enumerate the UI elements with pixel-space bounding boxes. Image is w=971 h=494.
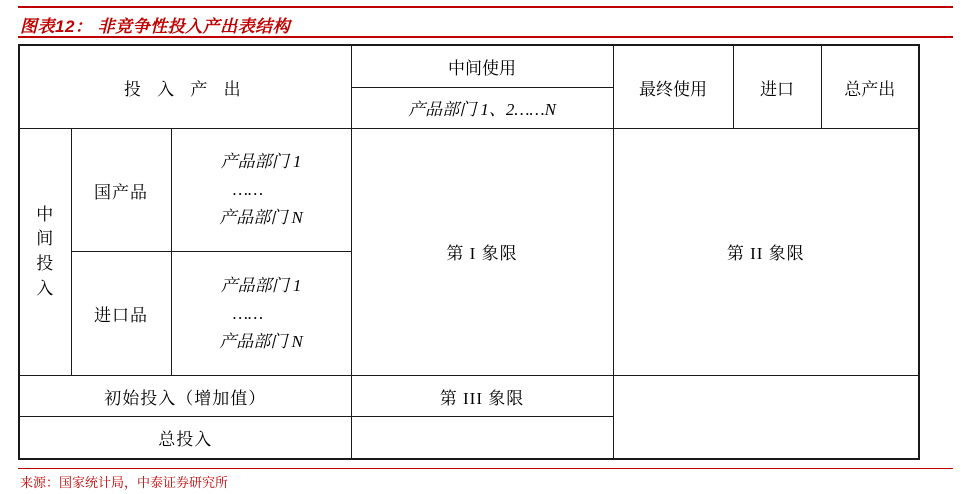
- empty-cell-total-input: [351, 417, 613, 459]
- row-label-total-input: 总投入: [19, 417, 351, 459]
- header-input-output: 投 入 产 出: [19, 45, 351, 129]
- vertical-char-1: 中: [36, 204, 55, 224]
- source-divider: [18, 468, 953, 469]
- header-total-output: 总产出: [821, 45, 919, 129]
- sector-first-imported: 产品部门 1: [220, 275, 302, 295]
- sector-dots-imported: ……: [232, 303, 264, 323]
- row-label-intermediate-input: [19, 129, 71, 376]
- quadrant-3-cell: 第 III 象限: [351, 375, 613, 416]
- table-row: [19, 45, 919, 87]
- header-intermediate-use: 中间使用: [351, 45, 613, 87]
- row-label-domestic-products: 国产品: [71, 129, 171, 252]
- vertical-char-2: 间: [36, 229, 55, 249]
- header-product-sectors: 产品部门 1、2……N: [351, 87, 613, 128]
- figure-title: 图表12： 非竞争性投入产出表结构: [20, 17, 291, 36]
- sector-dots-domestic: ……: [232, 180, 264, 200]
- input-output-table: [18, 44, 920, 460]
- row-label-imported-products: 进口品: [71, 252, 171, 375]
- quadrant-1-cell: 第 I 象限: [351, 129, 613, 376]
- vertical-char-3: 投: [36, 253, 55, 273]
- sector-first-domestic: 产品部门 1: [220, 152, 302, 172]
- quadrant-2-cell: 第 II 象限: [613, 129, 919, 376]
- table-row: [19, 375, 919, 416]
- header-final-use: 最终使用: [613, 45, 733, 129]
- top-divider: [18, 6, 953, 8]
- vertical-char-4: 入: [36, 278, 55, 298]
- imported-sector-list: [171, 252, 351, 375]
- header-import: 进口: [733, 45, 821, 129]
- sector-last-imported: 产品部门 N: [219, 331, 303, 351]
- empty-cell-bottom-right: [613, 375, 919, 459]
- source-note: 来源：国家统计局，中泰证券研究所: [20, 475, 229, 490]
- row-label-initial-input: 初始投入（增加值）: [19, 375, 351, 416]
- sector-last-domestic: 产品部门 N: [219, 208, 303, 228]
- title-divider: [18, 36, 953, 38]
- domestic-sector-list: [171, 129, 351, 252]
